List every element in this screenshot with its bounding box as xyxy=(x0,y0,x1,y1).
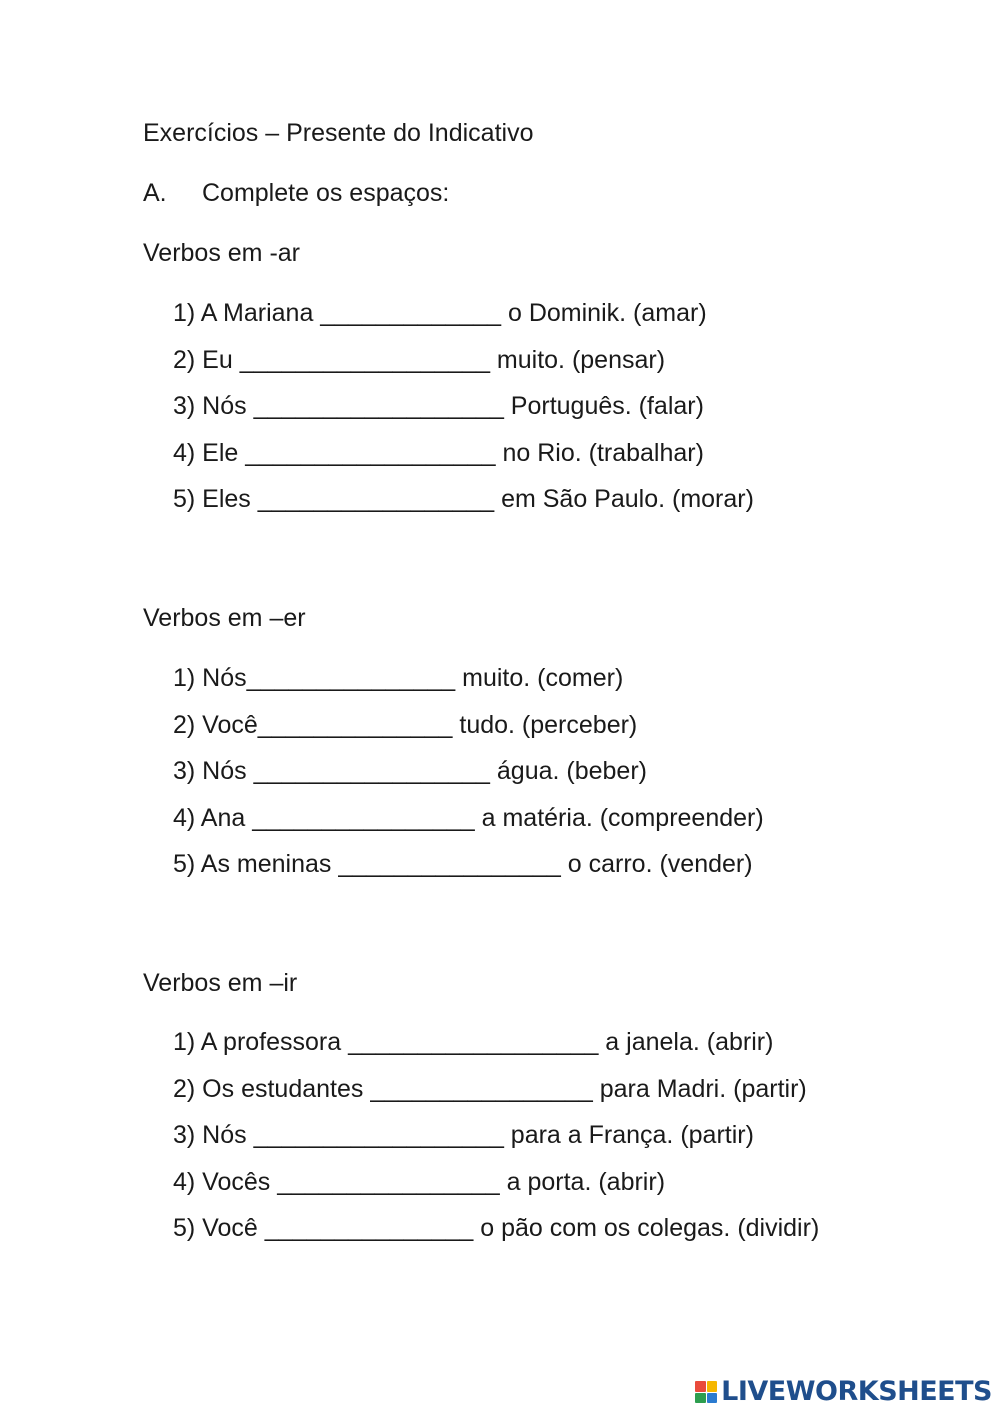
exercise-item[interactable]: 4) Ele __________________ no Rio. (trabalhar) xyxy=(173,438,704,467)
instruction-letter: A. xyxy=(143,179,167,207)
instruction xyxy=(143,176,449,210)
section-heading-ir: Verbos em –ir xyxy=(143,969,298,997)
brand-watermark xyxy=(695,1375,992,1409)
exercise-item[interactable]: 1) A professora __________________ a janela. (abrir) xyxy=(173,1028,774,1056)
exercise-item[interactable]: 3) Nós _________________ água. (beber) xyxy=(173,757,647,785)
exercise-item[interactable]: 1) A Mariana _____________ o Dominik. (amar) xyxy=(173,299,707,327)
exercise-item[interactable]: 5) Você _______________ o pão com os colegas. (dividir) xyxy=(173,1214,820,1242)
brand-text: LIVEWORKSHEETS xyxy=(721,1376,992,1407)
instruction-text: Complete os espaços: xyxy=(202,179,450,207)
liveworksheets-logo-icon xyxy=(695,1381,717,1403)
logo-square xyxy=(707,1393,718,1404)
exercise-item[interactable]: 3) Nós __________________ Português. (falar) xyxy=(173,392,704,420)
exercise-item[interactable]: 5) As meninas ________________ o carro. (vender) xyxy=(173,850,753,878)
logo-square xyxy=(707,1381,718,1392)
logo-square xyxy=(695,1381,706,1392)
logo-square xyxy=(695,1393,706,1404)
exercise-item[interactable]: 2) Você______________ tudo. (perceber) xyxy=(173,710,638,739)
exercise-item[interactable]: 1) Nós_______________ muito. (comer) xyxy=(173,664,624,692)
exercise-item[interactable]: 5) Eles _________________ em São Paulo. (morar) xyxy=(173,485,754,513)
exercise-item[interactable]: 4) Vocês ________________ a porta. (abrir) xyxy=(173,1167,666,1196)
exercise-list-ar xyxy=(173,296,754,529)
exercise-list-ir xyxy=(173,1025,819,1258)
exercise-item[interactable]: 2) Eu __________________ muito. (pensar) xyxy=(173,345,666,374)
exercise-item[interactable]: 2) Os estudantes ________________ para Madri. (partir) xyxy=(173,1074,807,1103)
section-heading-er: Verbos em –er xyxy=(143,604,306,632)
page-title: Exercícios – Presente do Indicativo xyxy=(143,119,534,147)
exercise-list-er xyxy=(173,661,764,894)
section-heading-ar: Verbos em -ar xyxy=(143,239,301,267)
exercise-item[interactable]: 4) Ana ________________ a matéria. (compreender) xyxy=(173,803,764,832)
exercise-item[interactable]: 3) Nós __________________ para a França. (partir) xyxy=(173,1121,754,1149)
